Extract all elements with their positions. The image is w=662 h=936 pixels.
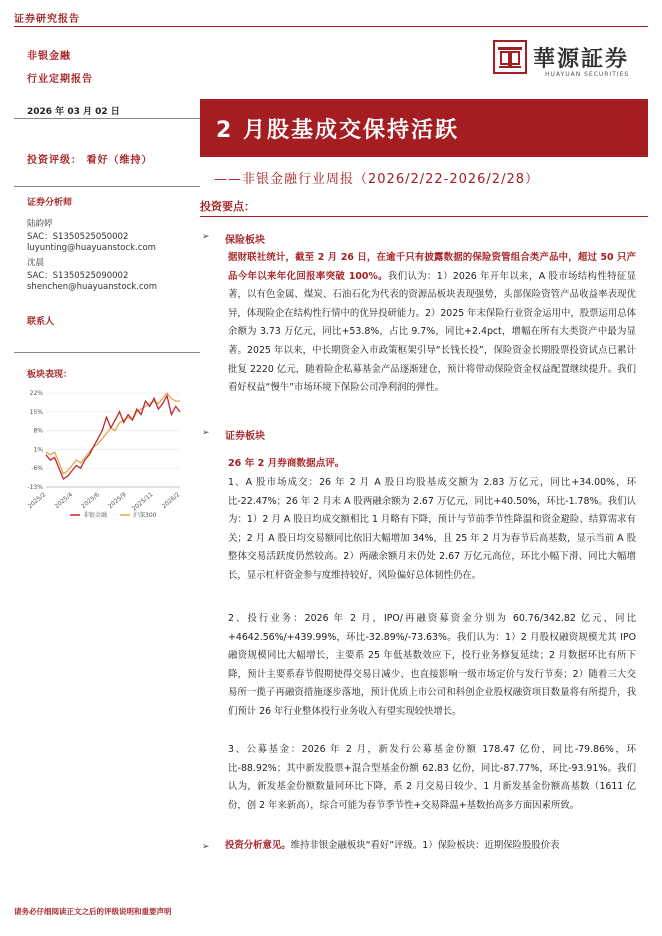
investment-rating: 投资评级： 看好（维持） xyxy=(27,155,153,166)
report-title: 2 月股基成交保持活跃 xyxy=(216,118,459,143)
header-divider xyxy=(14,26,648,27)
chart-x-tick-label: 2025/4 xyxy=(53,491,75,511)
chart-y-tick-label: 22% xyxy=(29,390,43,397)
key-points-divider xyxy=(200,216,648,217)
insurance-paragraph xyxy=(228,249,636,398)
insurance-highlight: 据财联社统计，截至 2 月 26 日，在逾千只有披露数据的保险资管组合类产品中，超过 50 只产品今年以来年化回报率突破 100%。 xyxy=(228,252,636,282)
contact-heading: 联系人 xyxy=(27,317,55,327)
securities-paragraph-3: 3、公募基金：2026 年 2 月，新发行公募基金份额 178.47 亿份，同比-79.86%，环比-88.92%；其中新发股票+混合型基金份额 62.83 亿份，同比-87.77%，环比-93.91%。我们认为，新发基金份额数量同环比下降，系 2 月交易日较少、1 月新发基金份额高基数（1611 亿份，创 2 年来新高），综合可能为春节季节性+交易降温+基数抬高多方面因素所致。 xyxy=(228,744,636,811)
analyst-sac: SAC：S1350525090002 xyxy=(27,271,129,281)
chart-y-tick-label: -13% xyxy=(27,484,43,491)
left-divider xyxy=(14,352,200,353)
chart-y-tick-label: 1% xyxy=(33,446,43,454)
industry-label: 非银金融 xyxy=(27,51,71,62)
chart-x-tick-label: 2025/11 xyxy=(130,491,155,513)
section-title-securities: 证券板块 xyxy=(225,431,265,442)
chart-legend-label: 非银金融 xyxy=(83,512,108,519)
sector-performance-chart xyxy=(20,385,190,525)
key-points-heading: 投资要点： xyxy=(200,200,255,213)
logo-seal-icon xyxy=(493,40,527,74)
chart-x-tick-label: 2025/6 xyxy=(80,491,101,511)
insurance-body: 我们认为：1）2026 年开年以来，A 股市场结构性特征显著，以有色金属、煤炭、石油石化为代表的资源品板块表现强势，头部保险资管产品收益率表现优异，体现险企在结构性行情中的优异投研能力。2）2025 年末保险行业资金运用中，股票运用总体余额为 3.73 万亿元，同比+53.8%，占比 9.7%，同比+2.4pct，增幅在所有大类资产中最为显著。2025 年以来，中长期资金入市政策框架引导“长钱长投”，保险资金长期股票投资试点已累计批复 2220 亿元，随着险企私募基金产品逐渐建仓，预计将带动保险资金权益配置继续提升。我们看好权益“慢牛”市场环境下保险公司净利润的弹性。 xyxy=(228,270,636,394)
left-divider xyxy=(14,118,200,119)
section-title-insurance: 保险板块 xyxy=(225,235,265,246)
analyst-heading: 证券分析师 xyxy=(27,198,73,208)
performance-heading: 板块表现： xyxy=(27,370,73,380)
bullet-arrow-icon: ➢ xyxy=(202,428,210,438)
disclaimer-footer: 请务必仔细阅读正文之后的评级说明和重要声明 xyxy=(14,907,172,916)
advice-paragraph xyxy=(225,837,637,856)
bullet-arrow-icon: ➢ xyxy=(202,842,210,852)
chart-series-line xyxy=(46,396,180,479)
analyst-sac: SAC：S1350525050002 xyxy=(27,232,129,242)
securities-paragraph-1: 1、A 股市场成交：26 年 2 月 A 股日均股基成交额为 2.83 万亿元，同比+34.00%，环比-22.47%；26 年 2 月末 A 股两融余额为 2.67 万亿元，同比+40.50%，环比-1.78%。我们认为：1）2 月 A 股日均成交额相比 1 月略有下降，预计与节前季节性降温和资金避险、结算需求有关；2 月 A 股日均交易额同比依旧大幅增加 34%，且 25 年 2 月为春节后高基数，显示当前 A 股整体交易活跃度仍然较高。2）两融余额月末仍处 2.67 万亿元高位，环比小幅下滑、同比大幅增长，显示杠杆资金参与度维持较好，风险偏好总体韧性仍在。 xyxy=(228,477,636,581)
logo-name-en: HUAYUAN SECURITIES xyxy=(545,71,630,78)
report-category-label: 证券研究报告 xyxy=(14,14,80,25)
chart-x-tick-label: 2025/9 xyxy=(107,491,128,511)
chart-legend-label: 沪深300 xyxy=(133,512,157,519)
analyst-email[interactable]: luyunting@huayuanstock.com xyxy=(27,243,156,253)
securities-paragraph-2: 2、投行业务：2026 年 2 月，IPO/再融资募资金分别为 60.76/342.82 亿元，同比+4642.56%/+439.99%，环比-32.89%/-73.63%。我们认为：1）2 月股权融资规模尤其 IPO 融资规模同比大幅增长，主要系 25 年低基数效应下，投行业务修复延续；2 月数据环比有所下降，预计主要系春节假期使得交易日减少、也直接影响一级市场定价与发行节奏；2）随着三大交易所一揽子再融资措施逐步落地，预计优质上市公司和科创企业股权融资项目数量将有所提升，我们预计 26 年行业整体投行业务收入有望实现较快增长。 xyxy=(228,613,636,717)
chart-y-tick-label: 8% xyxy=(33,427,43,435)
chart-x-tick-label: 2026/2 xyxy=(160,491,182,511)
chart-y-tick-label: -6% xyxy=(31,465,43,473)
bullet-arrow-icon: ➢ xyxy=(202,232,210,242)
advice-body: 维持非银金融板块“看好”评级。1）保险板块：近期保险股股价表 xyxy=(290,840,560,851)
advice-title: 投资分析意见。 xyxy=(225,840,291,851)
company-logo xyxy=(493,40,643,80)
chart-y-tick-label: 15% xyxy=(29,408,43,416)
securities-subheading: 26 年 2 月券商数据点评。 xyxy=(228,458,345,469)
logo-name-cn: 華源証券 xyxy=(533,46,630,72)
analyst-email[interactable]: shenchen@huayuanstock.com xyxy=(27,282,158,292)
chart-series-line xyxy=(46,393,180,474)
analyst-name: 沈晨 xyxy=(27,258,45,268)
chart-x-tick-label: 2025/2 xyxy=(26,491,48,511)
report-date: 2026 年 03 月 02 日 xyxy=(27,107,120,117)
analyst-name: 陆韵婷 xyxy=(27,219,53,229)
left-divider xyxy=(14,186,200,187)
report-subtitle: ——非银金融行业周报（2026/2/22-2026/2/28） xyxy=(214,172,540,187)
report-type-label: 行业定期报告 xyxy=(27,74,93,85)
